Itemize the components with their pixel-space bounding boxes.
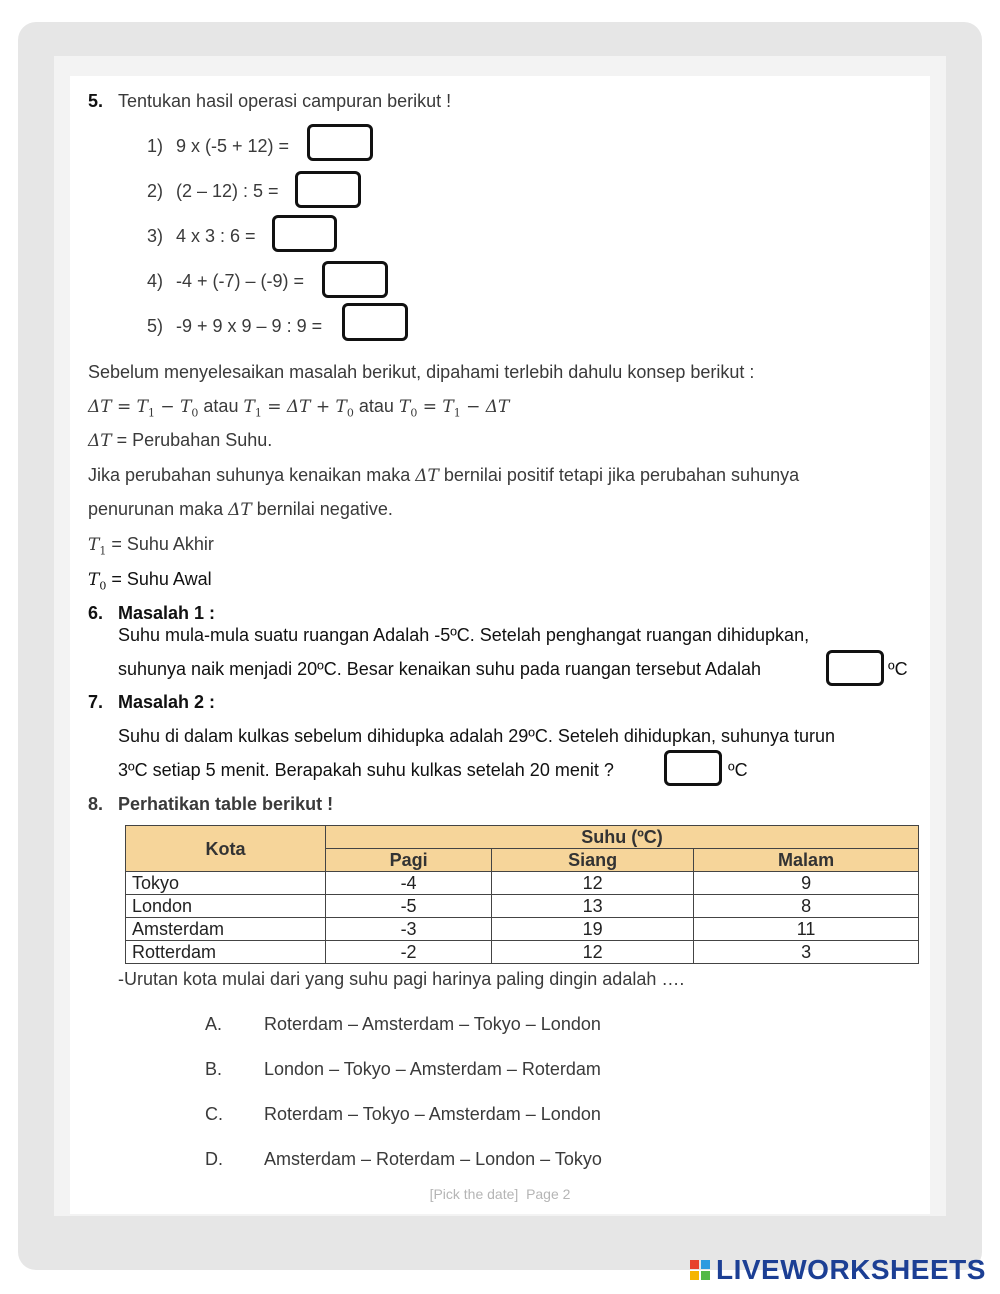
concept-line-1-b: bernilai positif tetapi jika perubahan suhunya xyxy=(443,465,800,485)
cell-pagi: -4 xyxy=(326,872,492,895)
q7-line-1: Suhu di dalam kulkas sebelum dihidupka adalah 29ºC. Seteleh dihidupkan, suhunya turun xyxy=(118,726,836,746)
q7-title: Masalah 2 : xyxy=(118,692,216,712)
q6-line-2: suhunya naik menjadi 20ºC. Besar kenaikan suhu pada ruangan tersebut Adalah xyxy=(118,659,762,679)
table-header-city: Kota xyxy=(126,826,326,872)
q5-item-4-label: 4) xyxy=(147,271,164,291)
cell-malam: 9 xyxy=(694,872,919,895)
q7-answer-input[interactable] xyxy=(664,750,722,786)
q5-item-1-expr: 9 x (-5 + 12) = xyxy=(176,136,290,156)
footer-date: [Pick the date] xyxy=(429,1186,519,1202)
liveworksheets-logo xyxy=(690,1254,986,1286)
q5-item-2-expr: (2 – 12) : 5 = xyxy=(176,181,279,201)
table-row xyxy=(126,918,919,941)
q6-number: 6. xyxy=(88,603,104,623)
logo-text: LIVEWORKSHEETS xyxy=(716,1254,986,1285)
cell-malam: 3 xyxy=(694,941,919,964)
concept-line-1: Jika perubahan suhunya kenaikan maka ΔT bernilai positif tetapi jika perubahan suhunya xyxy=(88,465,800,486)
t0-definition-text: = Suhu Awal xyxy=(111,569,212,589)
q6-unit: ºC xyxy=(888,659,908,679)
q5-number: 5. xyxy=(88,91,104,111)
option-b-text[interactable]: London – Tokyo – Amsterdam – Roterdam xyxy=(264,1059,601,1079)
delta-definition-text: = Perubahan Suhu. xyxy=(116,430,273,450)
option-c-text[interactable]: Roterdam – Tokyo – Amsterdam – London xyxy=(264,1104,601,1124)
logo-blocks-icon xyxy=(690,1260,710,1280)
cell-siang: 12 xyxy=(492,872,694,895)
q5-answer-3-input[interactable] xyxy=(272,215,337,252)
concept-line-1-a: Jika perubahan suhunya kenaikan maka xyxy=(88,465,411,485)
q5-item-4-expr: -4 + (-7) – (-9) = xyxy=(176,271,305,291)
cell-pagi: -3 xyxy=(326,918,492,941)
q6-line-1: Suhu mula-mula suatu ruangan Adalah -5ºC. Setelah penghangat ruangan dihidupkan, xyxy=(118,625,810,645)
formula-atau-2: atau xyxy=(358,396,394,416)
cell-city: Amsterdam xyxy=(126,918,326,941)
q6-title: Masalah 1 : xyxy=(118,603,216,623)
t1-definition-text: = Suhu Akhir xyxy=(111,534,214,554)
q8-question: -Urutan kota mulai dari yang suhu pagi harinya paling dingin adalah …. xyxy=(118,969,685,989)
q5-answer-5-input[interactable] xyxy=(342,303,408,341)
q5-answer-2-input[interactable] xyxy=(295,171,361,208)
concept-line-2: penurunan maka ΔT bernilai negative. xyxy=(88,499,393,520)
option-a-letter[interactable]: A. xyxy=(205,1014,223,1034)
q5-item-3-label: 3) xyxy=(147,226,164,246)
q5-item-5-label: 5) xyxy=(147,316,164,336)
table-header-pagi: Pagi xyxy=(326,849,492,872)
q5-answer-4-input[interactable] xyxy=(322,261,388,298)
q7-line-2: 3ºC setiap 5 menit. Berapakah suhu kulkas setelah 20 menit ? xyxy=(118,760,614,780)
option-d-text[interactable]: Amsterdam – Roterdam – London – Tokyo xyxy=(264,1149,602,1169)
cell-pagi: -2 xyxy=(326,941,492,964)
cell-city: London xyxy=(126,895,326,918)
concept-line-2-b: bernilai negative. xyxy=(256,499,393,519)
q5-item-2-label: 2) xyxy=(147,181,164,201)
concept-intro: Sebelum menyelesaikan masalah berikut, dipahami terlebih dahulu konsep berikut : xyxy=(88,362,755,382)
table-header-malam: Malam xyxy=(694,849,919,872)
footer-page: Page 2 xyxy=(526,1186,571,1202)
cell-siang: 19 xyxy=(492,918,694,941)
table-header-group: Suhu (ºC) xyxy=(326,826,919,849)
table-row xyxy=(126,872,919,895)
t0-definition: $T_0$ = Suhu Awal xyxy=(88,569,212,593)
q8-number: 8. xyxy=(88,794,104,814)
cell-pagi: -5 xyxy=(326,895,492,918)
q5-answer-1-input[interactable] xyxy=(307,124,373,161)
option-c-letter[interactable]: C. xyxy=(205,1104,223,1124)
t1-definition: $T_1$ = Suhu Akhir xyxy=(88,534,214,558)
q7-number: 7. xyxy=(88,692,104,712)
concept-line-2-a: penurunan maka xyxy=(88,499,224,519)
option-a-text[interactable]: Roterdam – Amsterdam – Tokyo – London xyxy=(264,1014,601,1034)
cell-siang: 12 xyxy=(492,941,694,964)
cell-malam: 11 xyxy=(694,918,919,941)
cell-siang: 13 xyxy=(492,895,694,918)
q5-item-1-label: 1) xyxy=(147,136,164,156)
formula-atau-1: atau xyxy=(203,396,239,416)
delta-definition: ΔT = Perubahan Suhu. xyxy=(88,430,273,451)
option-d-letter[interactable]: D. xyxy=(205,1149,223,1169)
table-row xyxy=(126,895,919,918)
page-footer xyxy=(0,1186,1000,1202)
table-header-siang: Siang xyxy=(492,849,694,872)
cell-malam: 8 xyxy=(694,895,919,918)
q5-item-3-expr: 4 x 3 : 6 = xyxy=(176,226,256,246)
cell-city: Rotterdam xyxy=(126,941,326,964)
q8-title: Perhatikan table berikut ! xyxy=(118,794,334,814)
table-row xyxy=(126,941,919,964)
temperature-table xyxy=(125,825,919,964)
option-b-letter[interactable]: B. xyxy=(205,1059,223,1079)
formula-line: $\Delta T = T_1 - T_0$ atau $T_1 = \Delta T + T_0$ atau $T_0 = T_1 - \Delta T$ xyxy=(88,396,510,420)
q7-unit: ºC xyxy=(728,760,748,780)
q5-title: Tentukan hasil operasi campuran berikut ! xyxy=(118,91,452,111)
q5-item-5-expr: -9 + 9 x 9 – 9 : 9 = xyxy=(176,316,323,336)
cell-city: Tokyo xyxy=(126,872,326,895)
q6-answer-input[interactable] xyxy=(826,650,884,686)
